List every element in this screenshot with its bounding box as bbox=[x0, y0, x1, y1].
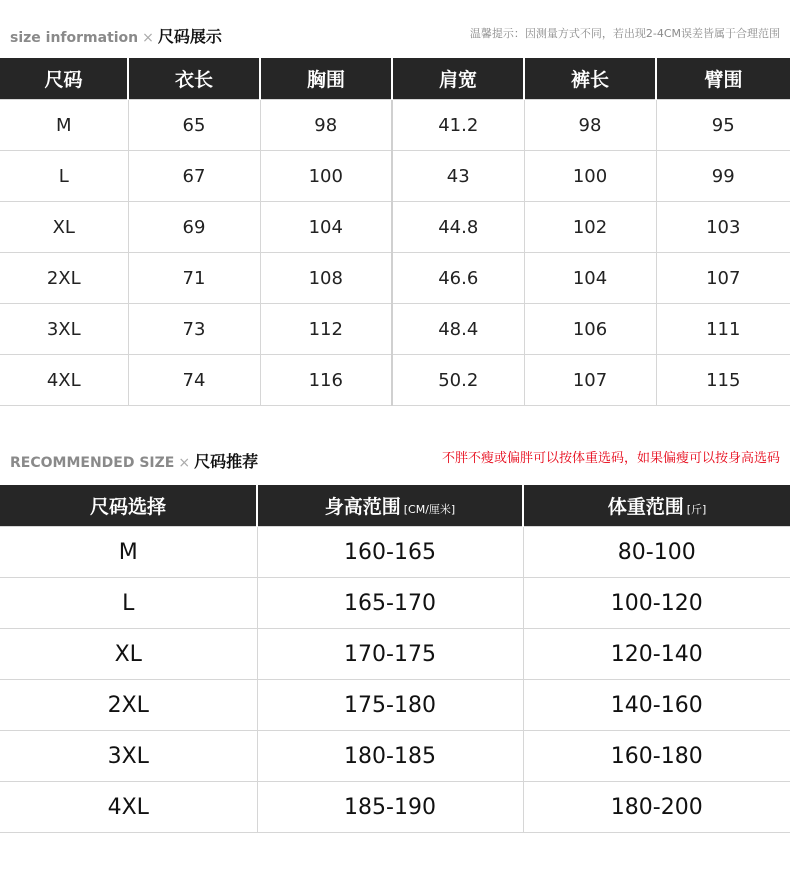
table-row bbox=[0, 304, 790, 355]
cell-size: XL bbox=[0, 629, 257, 680]
cell-arm: 95 bbox=[656, 100, 790, 151]
cell-length: 71 bbox=[128, 253, 260, 304]
cell-pants-length: 104 bbox=[524, 253, 656, 304]
table-row bbox=[0, 731, 790, 782]
cell-weight-range: 100-120 bbox=[523, 578, 790, 629]
cell-pants-length: 107 bbox=[524, 355, 656, 406]
table-row bbox=[0, 629, 790, 680]
cell-weight-range: 140-160 bbox=[523, 680, 790, 731]
size-info-title bbox=[10, 24, 222, 47]
col-header-size-select bbox=[0, 485, 257, 527]
cell-height-range: 170-175 bbox=[257, 629, 523, 680]
recommended-header-row bbox=[0, 485, 790, 527]
measurement-tip: 温馨提示：因测量方式不同，若出现2-4CM误差皆属于合理范围 bbox=[469, 27, 780, 40]
cell-length: 65 bbox=[128, 100, 260, 151]
cell-size: 3XL bbox=[0, 731, 257, 782]
cell-size: 2XL bbox=[0, 253, 128, 304]
cell-weight-range: 120-140 bbox=[523, 629, 790, 680]
recommended-title bbox=[10, 449, 258, 472]
size-info-header-row bbox=[0, 58, 790, 100]
cell-weight-range: 80-100 bbox=[523, 527, 790, 578]
cell-arm: 107 bbox=[656, 253, 790, 304]
cell-length: 69 bbox=[128, 202, 260, 253]
table-row bbox=[0, 782, 790, 833]
size-info-title-cn: 尺码展示 bbox=[157, 27, 222, 46]
cell-size: L bbox=[0, 578, 257, 629]
cell-height-range: 175-180 bbox=[257, 680, 523, 731]
cell-shoulder: 48.4 bbox=[392, 304, 524, 355]
header-label: 身高范围 bbox=[324, 496, 401, 518]
col-header-height-range bbox=[257, 485, 523, 527]
cell-arm: 103 bbox=[656, 202, 790, 253]
cell-chest: 100 bbox=[260, 151, 392, 202]
col-header-weight-range bbox=[523, 485, 790, 527]
col-header-size: 尺码 bbox=[0, 58, 128, 100]
cell-size: XL bbox=[0, 202, 128, 253]
table-row bbox=[0, 355, 790, 406]
size-info-title-en: size information bbox=[10, 30, 139, 46]
size-info-table bbox=[0, 58, 790, 406]
cell-size: 4XL bbox=[0, 355, 128, 406]
cell-weight-range: 180-200 bbox=[523, 782, 790, 833]
cell-size: M bbox=[0, 100, 128, 151]
col-header-length: 衣长 bbox=[128, 58, 260, 100]
recommended-title-cn: 尺码推荐 bbox=[194, 452, 259, 471]
cell-pants-length: 98 bbox=[524, 100, 656, 151]
table-row bbox=[0, 100, 790, 151]
cell-shoulder: 41.2 bbox=[392, 100, 524, 151]
col-header-arm: 臂围 bbox=[656, 58, 790, 100]
cell-pants-length: 100 bbox=[524, 151, 656, 202]
cell-length: 73 bbox=[128, 304, 260, 355]
cell-chest: 98 bbox=[260, 100, 392, 151]
cell-shoulder: 43 bbox=[392, 151, 524, 202]
header-unit: [CM/厘米] bbox=[403, 503, 456, 516]
cell-weight-range: 160-180 bbox=[523, 731, 790, 782]
cell-size: M bbox=[0, 527, 257, 578]
cell-chest: 112 bbox=[260, 304, 392, 355]
cell-height-range: 160-165 bbox=[257, 527, 523, 578]
cell-arm: 111 bbox=[656, 304, 790, 355]
cell-shoulder: 50.2 bbox=[392, 355, 524, 406]
col-header-shoulder: 肩宽 bbox=[392, 58, 524, 100]
header-label: 体重范围 bbox=[607, 496, 684, 518]
cell-height-range: 180-185 bbox=[257, 731, 523, 782]
cell-height-range: 165-170 bbox=[257, 578, 523, 629]
header-label: 尺码选择 bbox=[89, 496, 166, 518]
times-icon: × bbox=[178, 455, 191, 471]
table-row bbox=[0, 527, 790, 578]
table-row bbox=[0, 253, 790, 304]
cell-chest: 108 bbox=[260, 253, 392, 304]
table-row bbox=[0, 680, 790, 731]
cell-chest: 116 bbox=[260, 355, 392, 406]
recommend-tip: 不胖不瘦或偏胖可以按体重选码，如果偏瘦可以按身高选码 bbox=[441, 451, 780, 466]
cell-length: 74 bbox=[128, 355, 260, 406]
cell-shoulder: 44.8 bbox=[392, 202, 524, 253]
cell-size: 4XL bbox=[0, 782, 257, 833]
cell-size: L bbox=[0, 151, 128, 202]
header-unit: [斤] bbox=[686, 503, 707, 516]
times-icon: × bbox=[142, 30, 154, 46]
recommended-header bbox=[0, 445, 790, 469]
cell-size: 2XL bbox=[0, 680, 257, 731]
recommended-size-table bbox=[0, 485, 790, 833]
cell-shoulder: 46.6 bbox=[392, 253, 524, 304]
col-header-chest: 胸围 bbox=[260, 58, 392, 100]
cell-height-range: 185-190 bbox=[257, 782, 523, 833]
cell-arm: 115 bbox=[656, 355, 790, 406]
cell-size: 3XL bbox=[0, 304, 128, 355]
cell-length: 67 bbox=[128, 151, 260, 202]
cell-chest: 104 bbox=[260, 202, 392, 253]
col-header-pants-length: 裤长 bbox=[524, 58, 656, 100]
recommended-title-en: RECOMMENDED SIZE bbox=[10, 455, 175, 471]
size-info-header bbox=[0, 20, 790, 44]
cell-pants-length: 106 bbox=[524, 304, 656, 355]
table-row bbox=[0, 151, 790, 202]
table-row bbox=[0, 578, 790, 629]
table-row bbox=[0, 202, 790, 253]
cell-pants-length: 102 bbox=[524, 202, 656, 253]
cell-arm: 99 bbox=[656, 151, 790, 202]
